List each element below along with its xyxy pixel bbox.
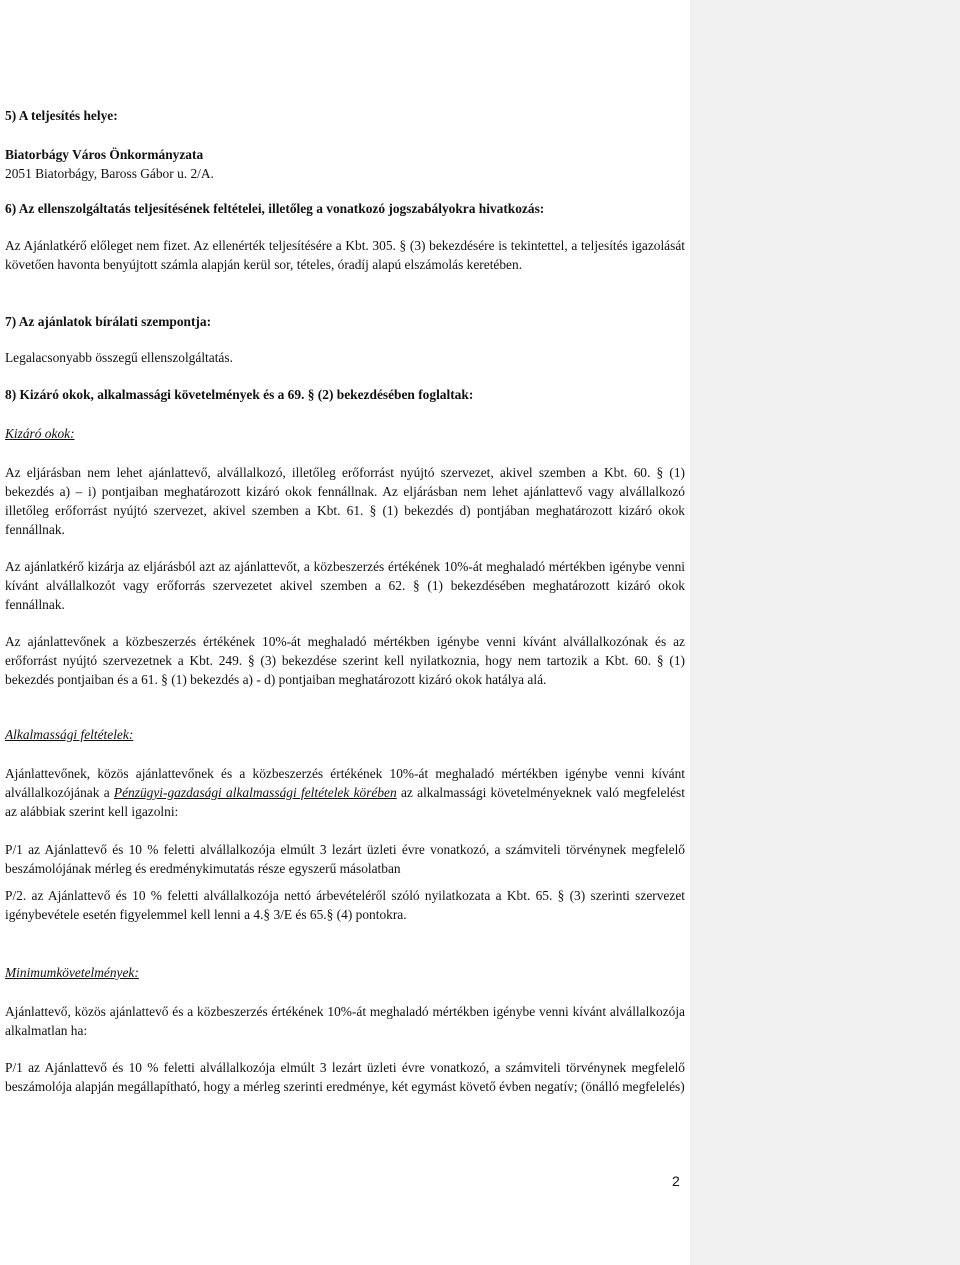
minimum-requirements-intro: Ajánlattevő, közös ajánlattevő és a közbeszerzés értékének 10%-át meghaladó mértékben igénybe venni kívánt alvállalkozója alkalmatlan ha: — [5, 1004, 685, 1038]
suitability-conditions-title: Alkalmassági feltételek: — [5, 727, 134, 742]
contracting-authority-address: 2051 Biatorbágy, Baross Gábor u. 2/A. — [5, 166, 214, 181]
suitability-intro-end: az alkalmassági követelményeknek való megfelelést az alábbiak szerint kell igazolni: — [5, 785, 685, 819]
section-7-body: Legalacsonyabb összegű ellenszolgáltatás. — [5, 350, 233, 365]
section-8-heading: 8) Kizáró okok, alkalmassági követelmények és a 69. § (2) bekezdésében foglaltak: — [5, 387, 474, 402]
exclusion-paragraph-3: Az ajánlattevőnek a közbeszerzés értékének 10%-át meghaladó mértékben igénybe venni kívánt alvállalkozónak és az erőforrást nyújtó szervezetnek a Kbt. 249. § (3) bekezdése szerint kell nyilatkoznia, hogy nem tartozik a Kbt. 60. § (1) bekezdés pontjaiban és a 61. § (1) bekezdés a) - d) pontjaiban meghatározott kizáró okok hatálya alá. — [5, 634, 685, 687]
requirement-p2: P/2. az Ajánlattevő és 10 % feletti alvállalkozója nettó árbevételéről szóló nyilatkozata a Kbt. 65. § (3) szerinti szervezet igénybevétele esetén figyelemmel kell lenni a 4.§ 3/E és 65.§ (4) pontokra. — [5, 888, 685, 922]
section-6-heading: 6) Az ellenszolgáltatás teljesítésének feltételei, illetőleg a vonatkozó jogszabályokra hivatkozás: — [5, 201, 545, 216]
minimum-requirements-title: Minimumkövetelmények: — [5, 965, 139, 980]
section-5-heading: 5) A teljesítés helye: — [5, 108, 118, 123]
section-7-heading: 7) Az ajánlatok bírálati szempontja: — [5, 314, 212, 329]
suitability-intro — [5, 764, 685, 821]
exclusion-paragraph-1: Az eljárásban nem lehet ajánlattevő, alvállalkozó, illetőleg erőforrást nyújtó szervezet, akivel szemben a Kbt. 60. § (1) bekezdés a) – i) pontjaiban meghatározott kizáró okok fennállnak. Az eljárásban nem lehet ajánlattevő vagy alvállalkozó illetőleg erőforrást nyújtó szervezet, akivel szemben a Kbt. 61. § (1) bekezdés d) pontjában meghatározott kizáró okok fennállnak. — [5, 465, 685, 537]
minimum-requirement-p1: P/1 az Ajánlattevő és 10 % feletti alvállalkozója elmúlt 3 lezárt üzleti évre vonatkozó, a számviteli törvénynek megfelelő beszámolója alapján megállapítható, hogy a mérleg szerinti eredménye, két egymást követő évben negatív; (önálló megfelelés) — [5, 1060, 685, 1094]
exclusion-grounds-title: Kizáró okok: — [5, 426, 75, 441]
exclusion-paragraph-2: Az ajánlatkérő kizárja az eljárásból azt az ajánlattevőt, a közbeszerzés értékének 10%-át meghaladó mértékben igénybe venni kívánt alvállalkozót vagy erőforrás szervezetet akivel szemben a 62. § (1) bekezdésében meghatározott kizáró okok fennállnak. — [5, 559, 685, 612]
comment-margin — [690, 0, 960, 1265]
requirement-p1: P/1 az Ajánlattevő és 10 % feletti alvállalkozója elmúlt 3 lezárt üzleti évre vonatkozó, a számviteli törvénynek megfelelő beszámolójának mérleg és eredménykimutatás része egyszerű másolatban — [5, 842, 685, 876]
contracting-authority-name: Biatorbágy Város Önkormányzata — [5, 147, 204, 162]
section-6-body: Az Ajánlatkérő előleget nem fizet. Az ellenérték teljesítésére a Kbt. 305. § (3) bekezdésére is tekintettel, a teljesítés igazolását követően havonta benyújtott számla alapján kerül sor, tételes, óradíj alapú elszámolás keretében. — [5, 238, 685, 272]
suitability-intro-start: Ajánlattevőnek, közös ajánlattevőnek és a közbeszerzés értékének 10%-át meghaladó mértékben igénybe venni kívánt alvállalkozójának a — [5, 766, 685, 800]
page-number: 2 — [672, 1173, 680, 1189]
suitability-intro-underlined: Pénzügyi-gazdasági alkalmassági feltételek körében — [113, 785, 397, 800]
